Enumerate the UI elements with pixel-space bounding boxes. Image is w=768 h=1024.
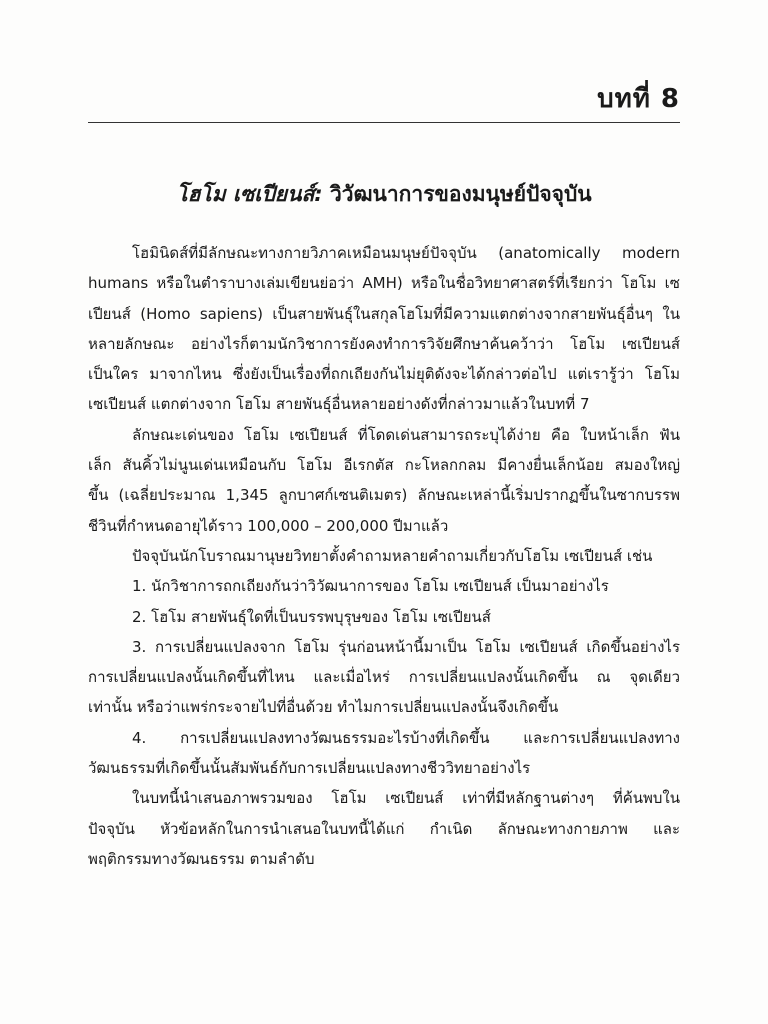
header-rule — [88, 122, 680, 123]
paragraph-line: เล็ก สันคิ้วไม่นูนเด่นเหมือนกับ โฮโม อีเรกตัส กะโหลกกลม มีคางยื่นเล็กน้อย สมองใหญ่ — [88, 456, 680, 475]
list-item: 2. โฮโม สายพันธุ์ใดที่เป็นบรรพบุรุษของ โฮโม เซเปียนส์ — [132, 607, 491, 626]
paragraph-line: หลายลักษณะ อย่างไรก็ตามนักวิชาการยังคงทำการวิจัยศึกษาค้นคว้าว่า โฮโม เซเปียนส์ — [88, 334, 680, 353]
paragraph-line: ในบทนี้นำเสนอภาพรวมของ โฮโม เซเปียนส์ เท่าที่มีหลักฐานต่างๆ ที่ค้นพบใน — [132, 789, 680, 808]
paragraph-line: เป็นใคร มาจากไหน ซึ่งยังเป็นเรื่องที่ถกเถียงกันไม่ยุติดังจะได้กล่าวต่อไป แต่เรารู้ว่า โฮโม — [88, 365, 680, 384]
chapter-title — [88, 178, 680, 211]
body-text — [88, 238, 680, 874]
chapter-title-rest: วิวัฒนาการของมนุษย์ปัจจุบัน — [322, 182, 592, 206]
list-item: 1. นักวิชาการถกเถียงกันว่าวิวัฒนาการของ โฮโม เซเปียนส์ เป็นมาอย่างไร — [132, 577, 609, 596]
chapter-title-italic: โฮโม เซเปียนส์: — [176, 182, 323, 206]
paragraph-line: ปัจจุบันนักโบราณมานุษยวิทยาตั้งคำถามหลายคำถามเกี่ยวกับโฮโม เซเปียนส์ เช่น — [132, 546, 653, 565]
paragraph-line: ปัจจุบัน หัวข้อหลักในการนำเสนอในบทนี้ได้แก่ กำเนิด ลักษณะทางกายภาพ และ — [88, 819, 680, 838]
list-item: 3. การเปลี่ยนแปลงจาก โฮโม รุ่นก่อนหน้านี้มาเป็น โฮโม เซเปียนส์ เกิดขึ้นอย่างไร — [132, 637, 680, 656]
paragraph-line: ชีวินที่กำหนดอายุได้ราว 100,000 – 200,000 ปีมาแล้ว — [88, 516, 449, 535]
paragraph-line: เซเปียนส์ แตกต่างจาก โฮโม สายพันธุ์อื่นหลายอย่างดังที่กล่าวมาแล้วในบทที่ 7 — [88, 395, 590, 414]
paragraph-line: พฤติกรรมทางวัฒนธรรม ตามลำดับ — [88, 849, 315, 868]
list-item-continuation: เท่านั้น หรือว่าแพร่กระจายไปที่อื่นด้วย ทำไมการเปลี่ยนแปลงนั้นจึงเกิดขึ้น — [88, 698, 559, 717]
paragraph-line: ลักษณะเด่นของ โฮโม เซเปียนส์ ที่โดดเด่นสามารถระบุได้ง่าย คือ ใบหน้าเล็ก ฟัน — [132, 425, 680, 444]
list-item-continuation: การเปลี่ยนแปลงนั้นเกิดขึ้นที่ไหน และเมื่อไหร่ การเปลี่ยนแปลงนั้นเกิดขึ้น ณ จุดเดียว — [88, 668, 680, 687]
paragraph-line: เปียนส์ (Homo sapiens) เป็นสายพันธุ์ในสกุลโฮโมที่มีความแตกต่างจากสายพันธุ์อื่นๆ ใน — [88, 304, 680, 323]
list-item: 4. การเปลี่ยนแปลงทางวัฒนธรรมอะไรบ้างที่เกิดขึ้น และการเปลี่ยนแปลงทาง — [132, 728, 680, 747]
paragraph-line: humans หรือในตำราบางเล่มเขียนย่อว่า AMH) หรือในชื่อวิทยาศาสตร์ที่เรียกว่า โฮโม เซ — [88, 274, 680, 293]
paragraph-line: ขึ้น (เฉลี่ยประมาณ 1,345 ลูกบาศก์เซนติเมตร) ลักษณะเหล่านี้เริ่มปรากฏขึ้นในซากบรรพ — [88, 486, 680, 505]
chapter-label: บทที่ 8 — [597, 84, 680, 114]
paragraph-line: โฮมินิดส์ที่มีลักษณะทางกายวิภาคเหมือนมนุษย์ปัจจุบัน (anatomically modern — [132, 244, 680, 262]
list-item-continuation: วัฒนธรรมที่เกิดขึ้นนั้นสัมพันธ์กับการเปลี่ยนแปลงทางชีววิทยาอย่างไร — [88, 759, 531, 778]
